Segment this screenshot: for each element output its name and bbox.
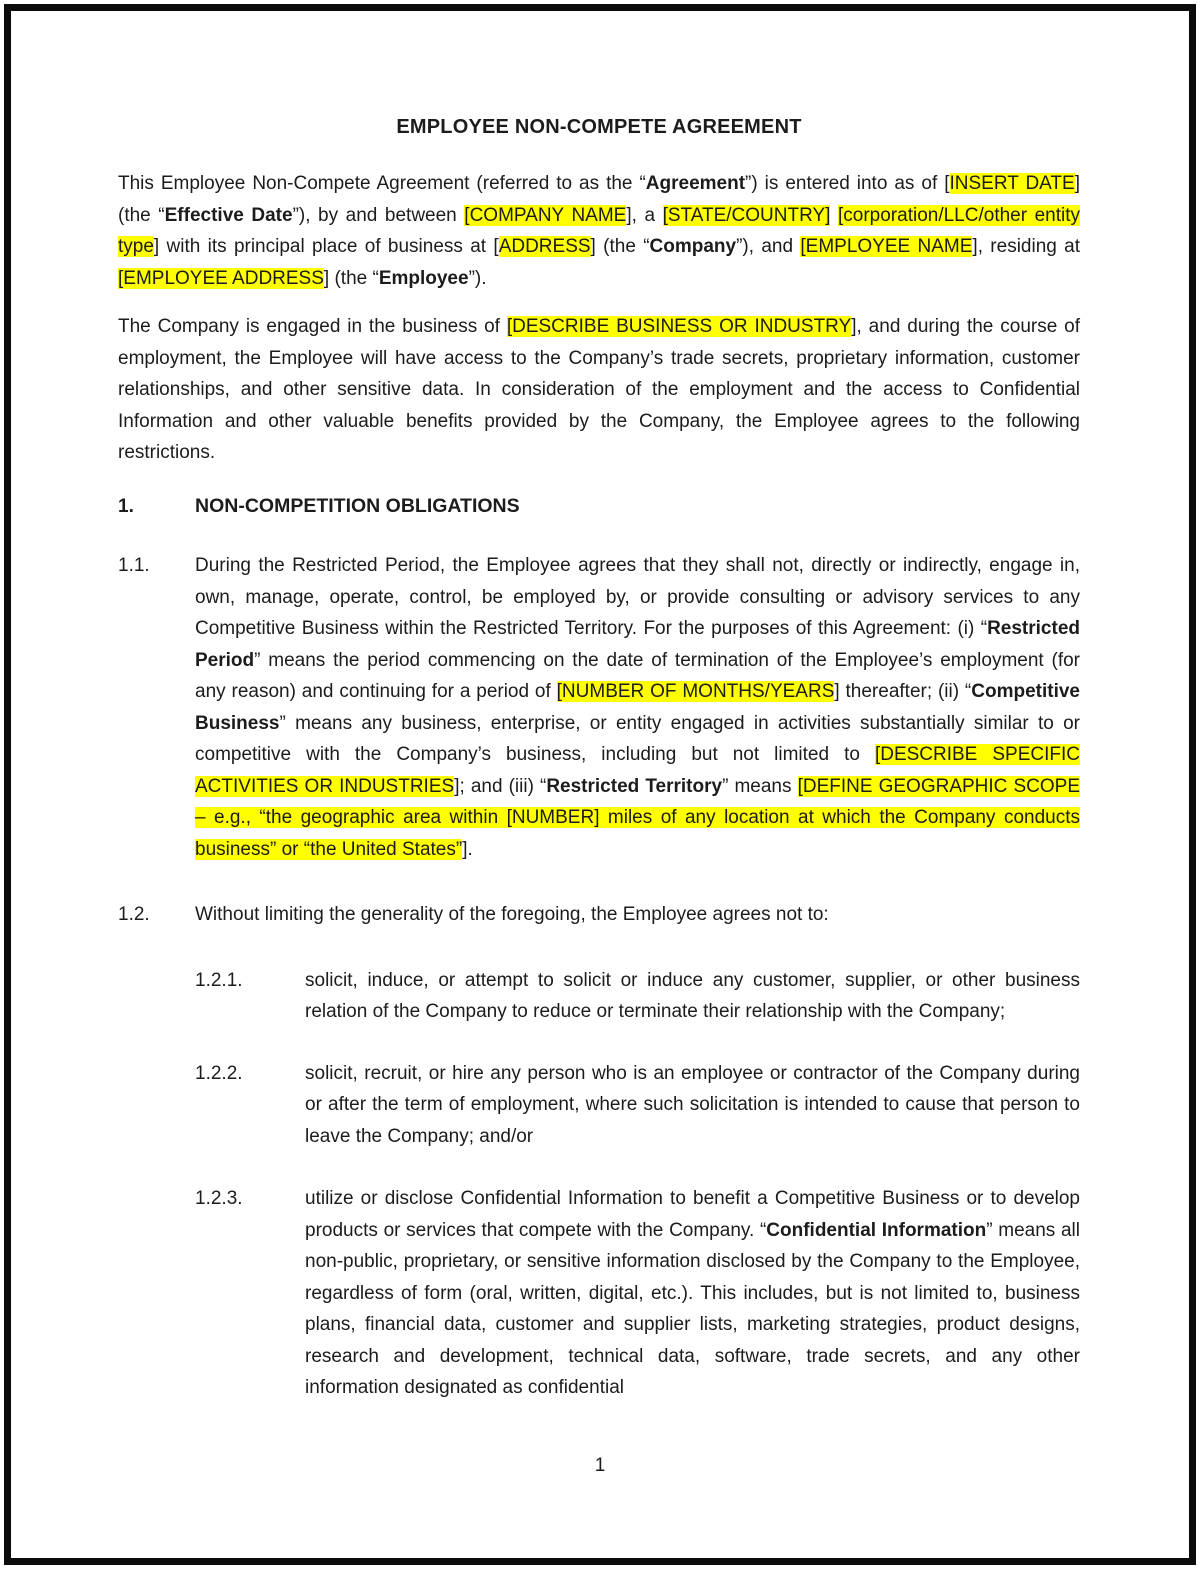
section-1-number: 1.	[118, 495, 134, 517]
clause-1-2-text: Without limiting the generality of the foregoing, the Employee agrees not to:	[195, 904, 829, 925]
intro-paragraph-1: This Employee Non-Compete Agreement (referred to as the “Agreement”) is entered into as of [INSERT DATE] (the “Effective Date”), by and between [COMPANY NAME], a [STATE/COUNTRY] [corporation/LLC/other entity type] with its principal place of business at [ADDRESS] (the “Company”), and [EMPLOYEE NAME], residing at [EMPLOYEE ADDRESS] (the “Employee”).	[118, 173, 1081, 289]
clause-1-2-number: 1.2.	[118, 904, 150, 925]
clause-1-2-1-number: 1.2.1.	[195, 969, 243, 991]
clause-1-1	[118, 550, 1080, 865]
clause-1-2	[118, 899, 1080, 931]
intro-paragraph-2: The Company is engaged in the business of [DESCRIBE BUSINESS OR INDUSTRY], and during the course of employment, the Employee will have access to the Company’s trade secrets, proprietary information, customer relationships, and other sensitive data. In consideration of the employment and the access to Confidential Information and other valuable benefits provided by the Company, the Employee agrees to the following restrictions.	[118, 316, 1081, 463]
section-1-heading	[118, 491, 1080, 523]
clause-1-2-3	[118, 1183, 1080, 1404]
section-1-title: NON-COMPETITION OBLIGATIONS	[195, 494, 520, 517]
clause-1-1-text: During the Restricted Period, the Employee agrees that they shall not, directly or indirectly, engage in, own, manage, operate, control, be employed by, or provide consulting or advisory services to any Competitive Business within the Restricted Territory. For the purposes of this Agreement: (i) “Restricted Period” means the period commencing on the date of termination of the Employee’s employment (for any reason) and continuing for a period of [NUMBER OF MONTHS/YEARS] thereafter; (ii) “Competitive Business” means any business, enterprise, or entity engaged in activities substantially similar to or competitive with the Company’s business, including but not limited to [DESCRIBE SPECIFIC ACTIVITIES OR INDUSTRIES]; and (iii) “Restricted Territory” means [DEFINE GEOGRAPHIC SCOPE – e.g., “the geographic area within [NUMBER] miles of any location at which the Company conducts business” or “the United States”].	[195, 555, 1080, 860]
document-page	[118, 112, 1080, 1404]
page-number: 1	[594, 1455, 606, 1476]
clause-1-2-1	[118, 965, 1080, 1028]
document-title: EMPLOYEE NON-COMPETE AGREEMENT	[396, 116, 802, 138]
clause-1-2-2-text: solicit, recruit, or hire any person who is an employee or contractor of the Company during or after the term of employment, where such solicitation is intended to cause that person to leave the Company; and/or	[305, 1062, 1080, 1147]
clause-1-2-2	[118, 1058, 1080, 1153]
clause-1-2-3-number: 1.2.3.	[195, 1188, 243, 1209]
clause-1-2-3-text: utilize or disclose Confidential Information to benefit a Competitive Business or to develop products or services that compete with the Company. “Confidential Information” means all non-public, proprietary, or sensitive information disclosed by the Company to the Employee, regardless of form (oral, written, digital, etc.). This includes, but is not limited to, business plans, financial data, customer and supplier lists, marketing strategies, product designs, research and development, technical data, software, trade secrets, and any other information designated as confidential	[305, 1188, 1081, 1398]
clause-1-1-number: 1.1.	[118, 555, 150, 576]
clause-1-2-1-text: solicit, induce, or attempt to solicit or induce any customer, supplier, or other business relation of the Company to reduce or terminate their relationship with the Company;	[305, 969, 1080, 1022]
clause-1-2-2-number: 1.2.2.	[195, 1062, 243, 1084]
